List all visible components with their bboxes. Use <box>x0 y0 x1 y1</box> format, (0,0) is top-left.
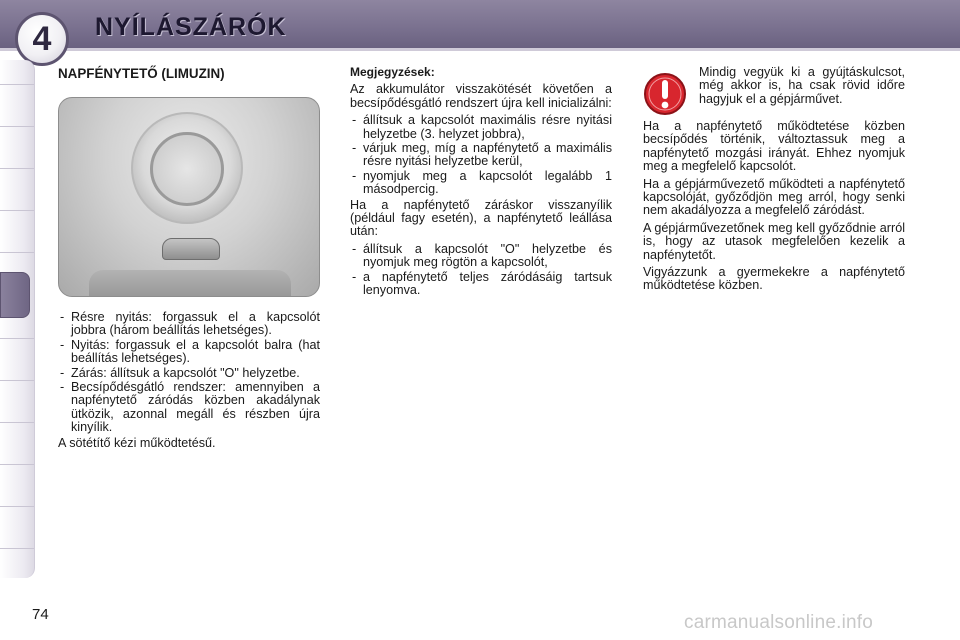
list-item: - Résre nyitás: forgassuk el a kapcsolót jobbra (három beállítás lehetséges). <box>58 311 320 338</box>
chapter-tab-active[interactable] <box>0 272 30 318</box>
reinit-steps-list <box>350 114 612 196</box>
column-sunroof-operation <box>58 66 320 454</box>
chapter-tab-divider <box>0 126 34 127</box>
chapter-title: NYÍLÁSZÁRÓK <box>95 13 287 41</box>
column-safety <box>643 66 905 297</box>
list-item: - állítsuk a kapcsolót maximális résre nyitási helyzetbe (3. helyzet jobbra), <box>350 114 612 141</box>
list-item: - a napfénytető teljes záródásáig tartsuk lenyomva. <box>350 271 612 298</box>
warning-text: Mindig vegyük ki a gyújtáskulcsot, még akkor is, ha csak rövid időre hagyjuk el a gépjárművet. <box>699 65 905 106</box>
roof-console <box>89 270 291 297</box>
chapter-tab-divider <box>0 464 34 465</box>
safety-paragraph: Ha a napfénytető működtetése közben becsípődés történik, változtassuk meg a napfénytető mozgási irányát. Ehhez nyomjuk meg a megfelelő kapcsolót. <box>643 119 905 174</box>
warning-block <box>643 66 905 116</box>
list-item: - Zárás: állítsuk a kapcsolót "O" helyzetbe. <box>58 367 320 380</box>
notes-intro: Az akkumulátor visszakötését követően a becsípődésgátló rendszert újra kell inicializálni: <box>350 82 612 110</box>
sunroof-switch-photo <box>58 97 320 297</box>
chapter-tab-divider <box>0 506 34 507</box>
safety-paragraph: A gépjárművezetőnek meg kell győződnie arról is, hogy az utasok megfelelően kezelik a napfénytetőt. <box>643 220 905 262</box>
list-item: - várjuk meg, míg a napfénytető a maximális résre nyitási helyzetbe kerül, <box>350 142 612 169</box>
notes-heading: Megjegyzések: <box>350 65 435 79</box>
chapter-number-badge: 4 <box>15 12 69 66</box>
list-item: - állítsuk a kapcsolót "O" helyzetbe és nyomjuk meg rögtön a kapcsolót, <box>350 243 612 270</box>
sunroof-rotary-switch <box>150 132 224 206</box>
reclose-steps-list <box>350 243 612 298</box>
section-heading: NAPFÉNYTETŐ (LIMUZIN) <box>58 66 225 81</box>
roof-console-button <box>162 238 220 260</box>
column-notes <box>350 66 612 300</box>
safety-paragraph: Vigyázzunk a gyermekekre a napfénytető működtetése közben. <box>643 265 905 293</box>
chapter-tab-divider <box>0 422 34 423</box>
operation-list <box>58 311 320 435</box>
chapter-tab-divider <box>0 338 34 339</box>
chapter-tab-divider <box>0 210 34 211</box>
chapter-tab-sidebar <box>0 60 35 578</box>
chapter-tab-divider <box>0 168 34 169</box>
list-item: - Nyitás: forgassuk el a kapcsolót balra (hat beállítás lehetséges). <box>58 339 320 366</box>
list-item: - Becsípődésgátló rendszer: amennyiben a napfénytető záródás közben akadálynak ütközik, azonnal megáll és részben újra kinyílik. <box>58 381 320 435</box>
watermark: carmanualsonline.info <box>684 612 874 633</box>
list-item: - nyomjuk meg a kapcsolót legalább 1 másodpercig. <box>350 170 612 197</box>
exclamation-warning-icon <box>643 72 687 116</box>
chapter-tab-divider <box>0 548 34 549</box>
chapter-tab-divider <box>0 252 34 253</box>
header-divider <box>0 48 960 51</box>
blind-note: A sötétítő kézi működtetésű. <box>58 435 216 450</box>
chapter-tab-divider <box>0 84 34 85</box>
safety-paragraph: Ha a gépjárművezető működteti a napfénytető kapcsolóját, győződjön meg arról, hogy senki nem akadályozza a megfelelő záródást. <box>643 176 905 218</box>
notes-mid: Ha a napfénytető záráskor visszanyílik (például fagy esetén), a napfénytető leállása után: <box>350 197 612 239</box>
page-number: 74 <box>32 606 49 623</box>
chapter-tab-divider <box>0 380 34 381</box>
